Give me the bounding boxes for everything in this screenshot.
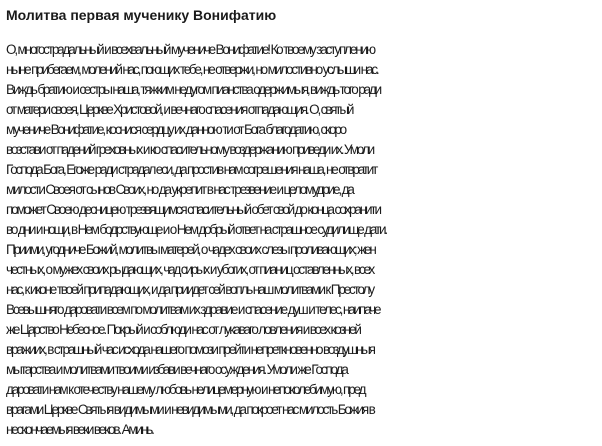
text-line: мытарства и молитвами твоими избави вечнаго осуждения. Умоли же Господа [6,362,347,377]
text-line: нескончаемыя веки веков. Аминь. [6,422,153,437]
text-line: же Царство Небесное. Покрый и соблюди нас от лукаваго ловления и всех козней [6,322,360,337]
text-line: ныне прибегаем, молений нас, поющих тебе, не отвержи, но милостивно услыши нас. [6,62,378,77]
text-line: честных, о мужех своих рыдающих, чад сирых и убогих, от пианиц оставленных, всех [6,262,374,277]
text-line: О, многострадальный и всехвальный мучениче Вонифатие! Ко твоему заступлению [6,42,374,57]
text-line: поможет Своею десницею трезвящимся спасительный обет свой до конца сохранити [6,202,380,217]
text-line: милости Своея от сынов Своих, но да укрепит в нас трезвение и целомудрие, да [6,182,353,197]
text-line: врагами Церкве Святыя видимыми и невидимыми, да покроет нас милость Божия в [6,402,374,417]
text-line: вражиих, в страшный час исхода нашего помози прейти непреткновенно воздушныя [6,342,374,357]
text-line: даровати нам к отечеству нашему любовь нелицемерную и непоколебимую, пред [6,382,365,397]
text-line: Виждь братию и сестры наша, тяжким недугом пианства одержимыя, виждь того ради [6,82,381,97]
text-line: возстави от падений греховных и ко спасительному воздержанию приведи их. Умоли [6,142,374,157]
text-line: нас, к иконе твоей припадающих, и да приидет сей вопль наш молитвами к Престолу [6,282,373,297]
prayer-text [6,40,602,440]
text-line: Господа Бога, Егоже ради страдал еси, да простив нам согрешения наша, не отвратит [6,162,377,177]
text-line: от матери своея, Церкве Христовой, и вечнаго спасения отпадающия. О, святый [6,102,353,117]
document-title: Молитва первая мученику Вонифатию [6,7,277,23]
text-line: Всевышняго даровати всем по молитвам их здравие и спасение душ и телес, наипаче [6,302,380,317]
text-line: мучениче Вонифатие, коснися сердцу их данною ти от Бога благодатию, скоро [6,122,346,137]
text-line: во дни и нощи, в Нем бодрствующе и о Нем добрый ответ на страшное судилище дати. [6,222,386,237]
text-line: Приими, угодниче Божий, молитвы матерей, о чадех своих слезы проливающих; жен [6,242,375,257]
